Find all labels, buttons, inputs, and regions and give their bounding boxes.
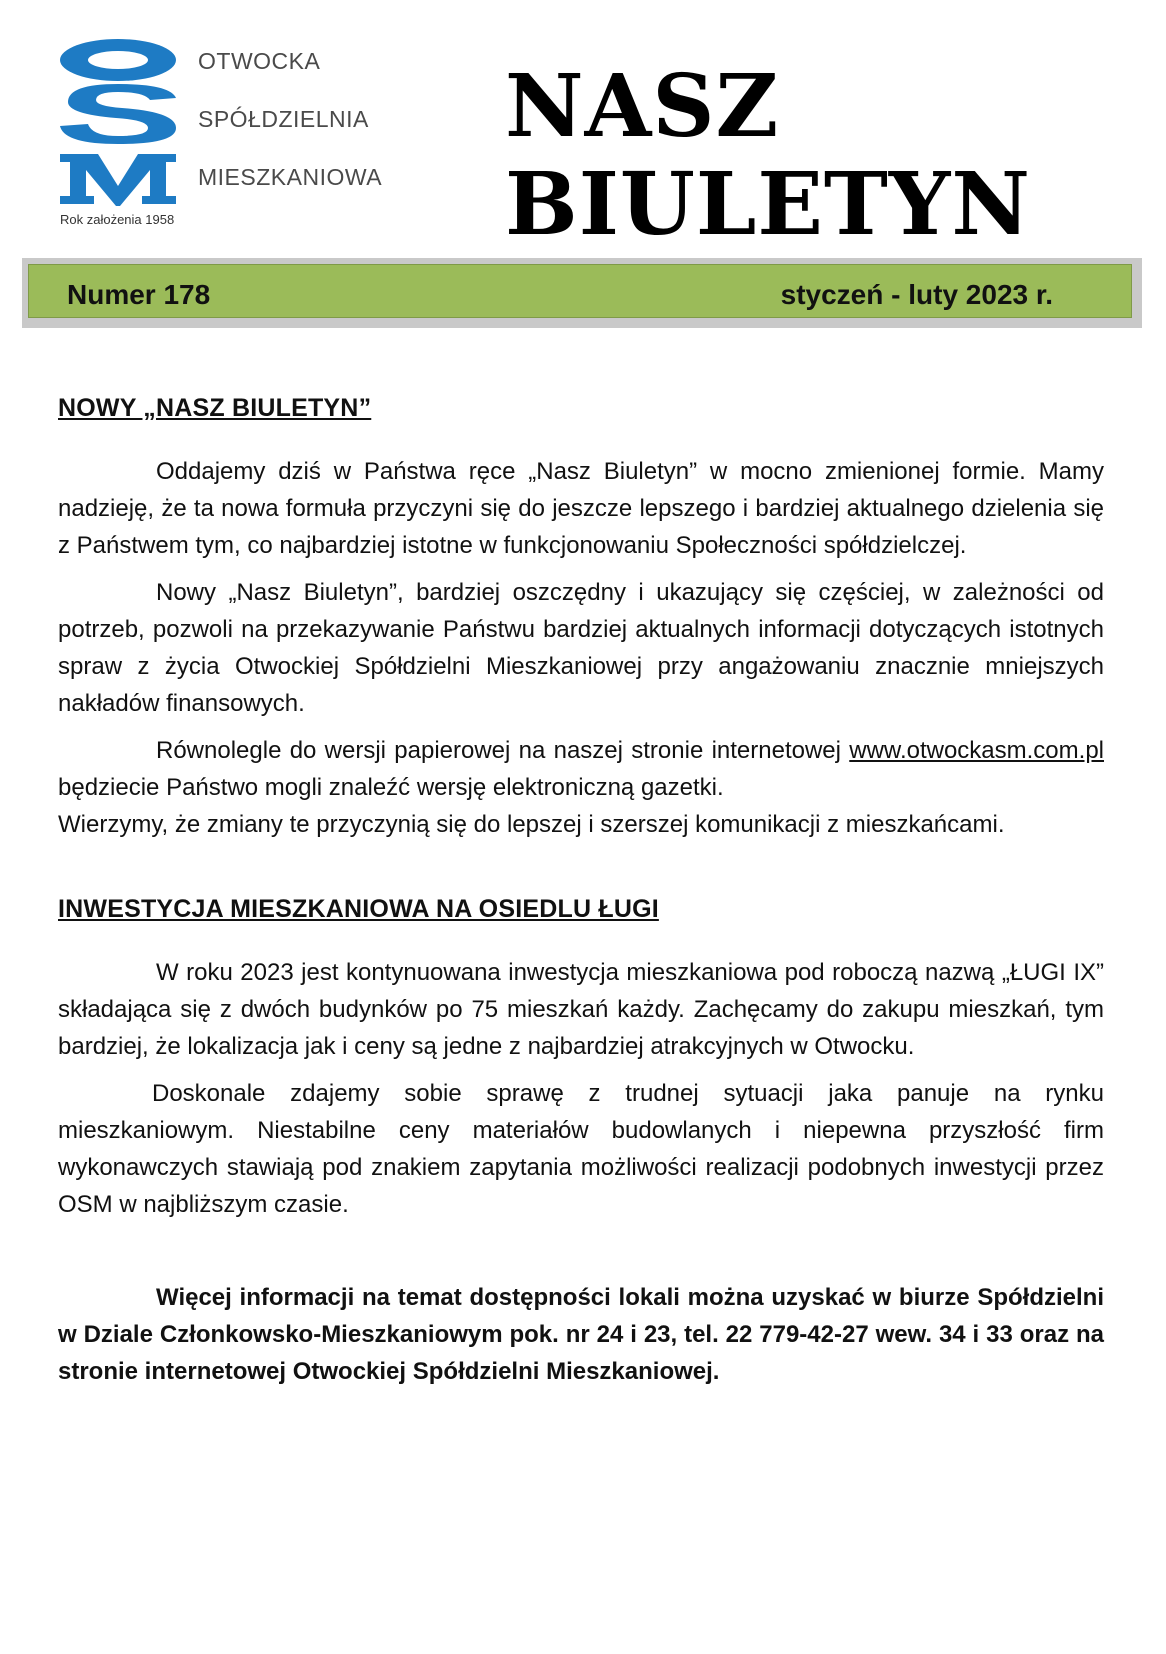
section-heading-investment: INWESTYCJA MIESZKANIOWA NA OSIEDLU ŁUGI	[58, 895, 659, 923]
article-content	[58, 394, 1104, 1400]
issue-band	[28, 264, 1132, 318]
paragraph: Nowy „Nasz Biuletyn”, bardziej oszczędny i ukazujący się częściej, w zależności od potrzeb, pozwoli na przekazywanie Państwu bardziej aktualnych informacji dotyczących istotnych spraw z życia Otwockiej Spółdzielni Mieszkaniowej przy angażowaniu znacznie mniejszych nakładów finansowych.	[58, 579, 1104, 717]
logo-line-2: SPÓŁDZIELNIA	[198, 106, 369, 132]
paragraph-text: Równolegle do wersji papierowej na naszej stronie internetowej	[156, 737, 850, 764]
paragraph: W roku 2023 jest kontynuowana inwestycja mieszkaniowa pod roboczą nazwą „ŁUGI IX” składająca się z dwóch budynków po 75 mieszkań każdy. Zachęcamy do zakupu mieszkań, tym bardziej, że lokalizacja jak i ceny są jedne z najbardziej atrakcyjnych w Otwocku.	[58, 959, 1104, 1060]
osm-logo-mark	[58, 36, 188, 216]
masthead-line-2: BIULETYN	[505, 154, 1031, 255]
paragraph	[58, 732, 1104, 806]
paragraph-text: będziecie Państwo mogli znaleźć wersję elektroniczną gazetki.	[58, 774, 724, 801]
paragraph: Oddajemy dziś w Państwa ręce „Nasz Biuletyn” w mocno zmienionej formie. Mamy nadzieję, że ta nowa formuła przyczyni się do jeszcze lepszego i bardziej aktualnego dzielenia się z Państwem tym, co najbardziej istotne w funkcjonowaniu Społeczności spółdzielczej.	[58, 458, 1104, 559]
logo-founded: Rok założenia 1958	[60, 212, 175, 227]
masthead-title	[505, 58, 1125, 254]
paragraph: Wierzymy, że zmiany te przyczynią się do lepszej i szerszej komunikacji z mieszkańcami.	[58, 811, 1005, 838]
logo-line-1: OTWOCKA	[198, 48, 321, 74]
paragraph: Doskonale zdajemy sobie sprawę z trudnej sytuacji jaka panuje na rynku mieszkaniowym. Niestabilne ceny materiałów budowlanych i niepewna przyszłość firm wykonawczych stawiają pod znakiem zapytania możliwości realizacji podobnych inwestycji przez OSM w najbliższym czasie.	[58, 1080, 1104, 1218]
masthead-line-1: NASZ	[505, 56, 780, 157]
logo-line-3: MIESZKANIOWA	[198, 164, 383, 190]
contact-info: Więcej informacji na temat dostępności lokali można uzyskać w biurze Spółdzielni w Dziale Członkowsko-Mieszkaniowym pok. nr 24 i 23, tel. 22 779-42-27 wew. 34 i 33 oraz na stronie internetowej Otwockiej Spółdzielni Mieszkaniowej.	[58, 1284, 1104, 1385]
issue-number: Numer 178	[67, 279, 211, 310]
issue-date: styczeń - luty 2023 r.	[780, 279, 1053, 310]
website-link[interactable]: www.otwockasm.com.pl	[849, 737, 1104, 764]
section-heading-new-bulletin: NOWY „NASZ BIULETYN”	[58, 394, 372, 422]
logo-wordmark	[198, 48, 382, 222]
osm-logo	[58, 36, 418, 226]
